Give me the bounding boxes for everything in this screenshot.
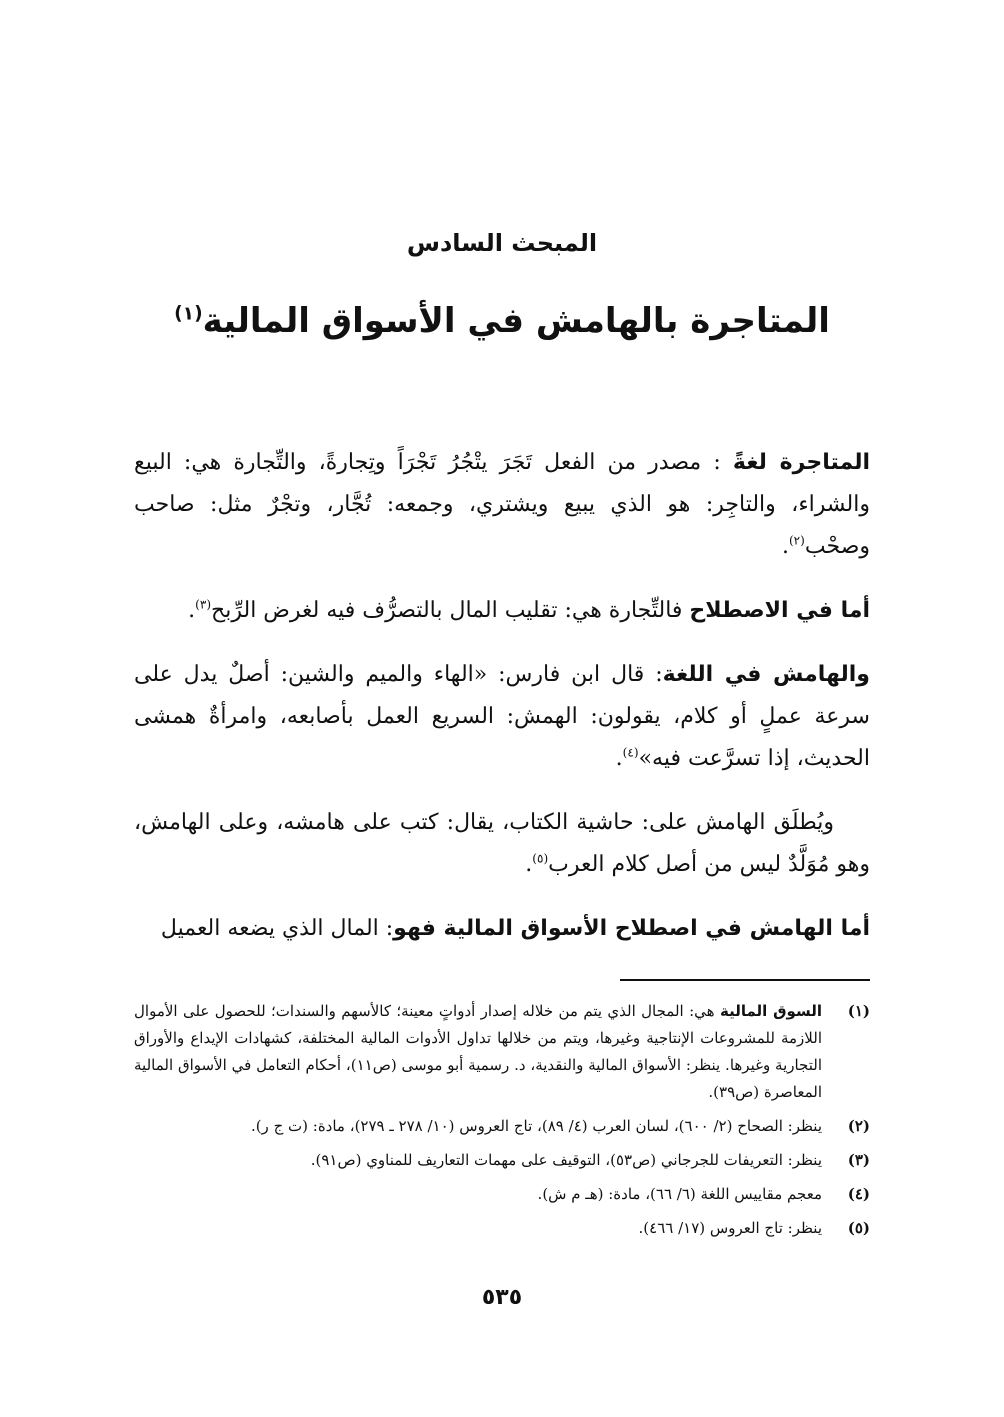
footnote-item — [134, 1181, 870, 1208]
footnotes — [134, 998, 870, 1249]
footnote-number: (٣) — [847, 1151, 870, 1169]
footnote-divider — [620, 979, 870, 981]
footnote-item — [134, 1215, 870, 1242]
footnote-number: (٢) — [847, 1117, 870, 1135]
paragraph-margin-lexical — [134, 654, 870, 780]
paragraph-tail: . — [781, 534, 789, 559]
footnote-text — [134, 998, 822, 1106]
term-heading: أما في الاصطلاح — [689, 598, 870, 623]
paragraph-margin-usage — [134, 802, 870, 886]
footnote-item — [134, 1113, 870, 1140]
paragraph-tail: . — [525, 852, 533, 877]
page-number: ٥٣٥ — [481, 1285, 523, 1310]
page-title — [0, 296, 1004, 346]
paragraph-trading-lexical — [134, 442, 870, 568]
footnote-ref[interactable]: (٤) — [622, 745, 639, 760]
footnote-ref[interactable]: (٢) — [788, 533, 805, 548]
paragraph-text: فالتِّجارة هي: تقليب المال بالتصرُّف فيه لغرض الرِّبح — [211, 598, 690, 623]
footnote-item — [134, 1147, 870, 1174]
footnote-body: ينظر: الصحاح (٢/ ٦٠٠)، لسان العرب (٤/ ٨٩)، تاج العروس (١٠/ ٢٧٨ ـ ٢٧٩)، مادة: (ت ج ر). — [250, 1117, 822, 1135]
body-text — [134, 442, 870, 972]
footnote-body: هي: المجال الذي يتم من خلاله إصدار أدواتٍ معينة؛ كالأسهم والسندات؛ للحصول على الأموال اللازمة للمشروعات الإنتاجية وغيرها، ويتم من خلالها تداول الأدوات المالية المختلفة، كشهادات الإيداع والأوراق التجارية وغيرها. ينظر: الأسواق المالية والنقدية، د. رسمية أبو موسى (ص١١)، أحكام التعامل في الأسواق المالية المعاصرة (ص٣٩). — [134, 1002, 823, 1101]
footnote-term: السوق المالية — [719, 1002, 822, 1020]
paragraph-trading-technical — [134, 590, 870, 632]
paragraph-text: : قال ابن فارس: «الهاء والميم والشين: أصلٌ يدل على سرعة عملٍ أو كلام، يقولون: الهمش: السريع العمل بأصابعه، وامرأةٌ همشى الحديث، إذا تسرَّعت فيه» — [134, 662, 870, 771]
term-heading: أما الهامش في اصطلاح الأسواق المالية فهو — [393, 916, 870, 941]
footnote-number: (٥) — [847, 1219, 870, 1237]
title-text: المتاجرة بالهامش في الأسواق المالية — [202, 301, 830, 341]
paragraph-text: : المال الذي يضعه العميل — [160, 916, 394, 941]
footnote-ref[interactable]: (٥) — [532, 851, 549, 866]
footnote-number: (٤) — [847, 1185, 870, 1203]
footnote-item — [134, 998, 870, 1106]
footnote-body: معجم مقاييس اللغة (٦/ ٦٦)، مادة: (هـ م ش). — [537, 1185, 822, 1203]
section-label: المبحث السادس — [406, 229, 598, 257]
paragraph-tail: . — [615, 746, 623, 771]
footnote-number: (١) — [847, 1002, 870, 1020]
term-heading: المتاجرة لغةً — [732, 450, 871, 475]
title-footnote-ref[interactable]: (١) — [174, 303, 203, 325]
paragraph-text: : مصدر من الفعل تَجَرَ يتْجُرُ تَجْرَاً وتِجارةً، والتِّجارة هي: البيع والشراء، والتاجِر: هو الذي يبيع ويشتري، وجمعه: تُجَّار، وتجْرٌ مثل: صاحب وصحْب — [134, 450, 870, 559]
paragraph-margin-technical — [134, 908, 870, 950]
paragraph-tail: . — [188, 598, 196, 623]
paragraph-text: ويُطلَق الهامش على: حاشية الكتاب، يقال: كتب على هامشه، وعلى الهامش، وهو مُوَلَّدٌ ليس من أصل كلام العرب — [134, 810, 870, 877]
footnote-ref[interactable]: (٣) — [195, 597, 212, 612]
term-heading: والهامش في اللغة — [662, 662, 870, 687]
footnote-body: ينظر: التعريفات للجرجاني (ص٥٣)، التوقيف على مهمات التعاريف للمناوي (ص٩١). — [310, 1151, 822, 1169]
footnote-body: ينظر: تاج العروس (١٧/ ٤٦٦). — [638, 1219, 822, 1237]
